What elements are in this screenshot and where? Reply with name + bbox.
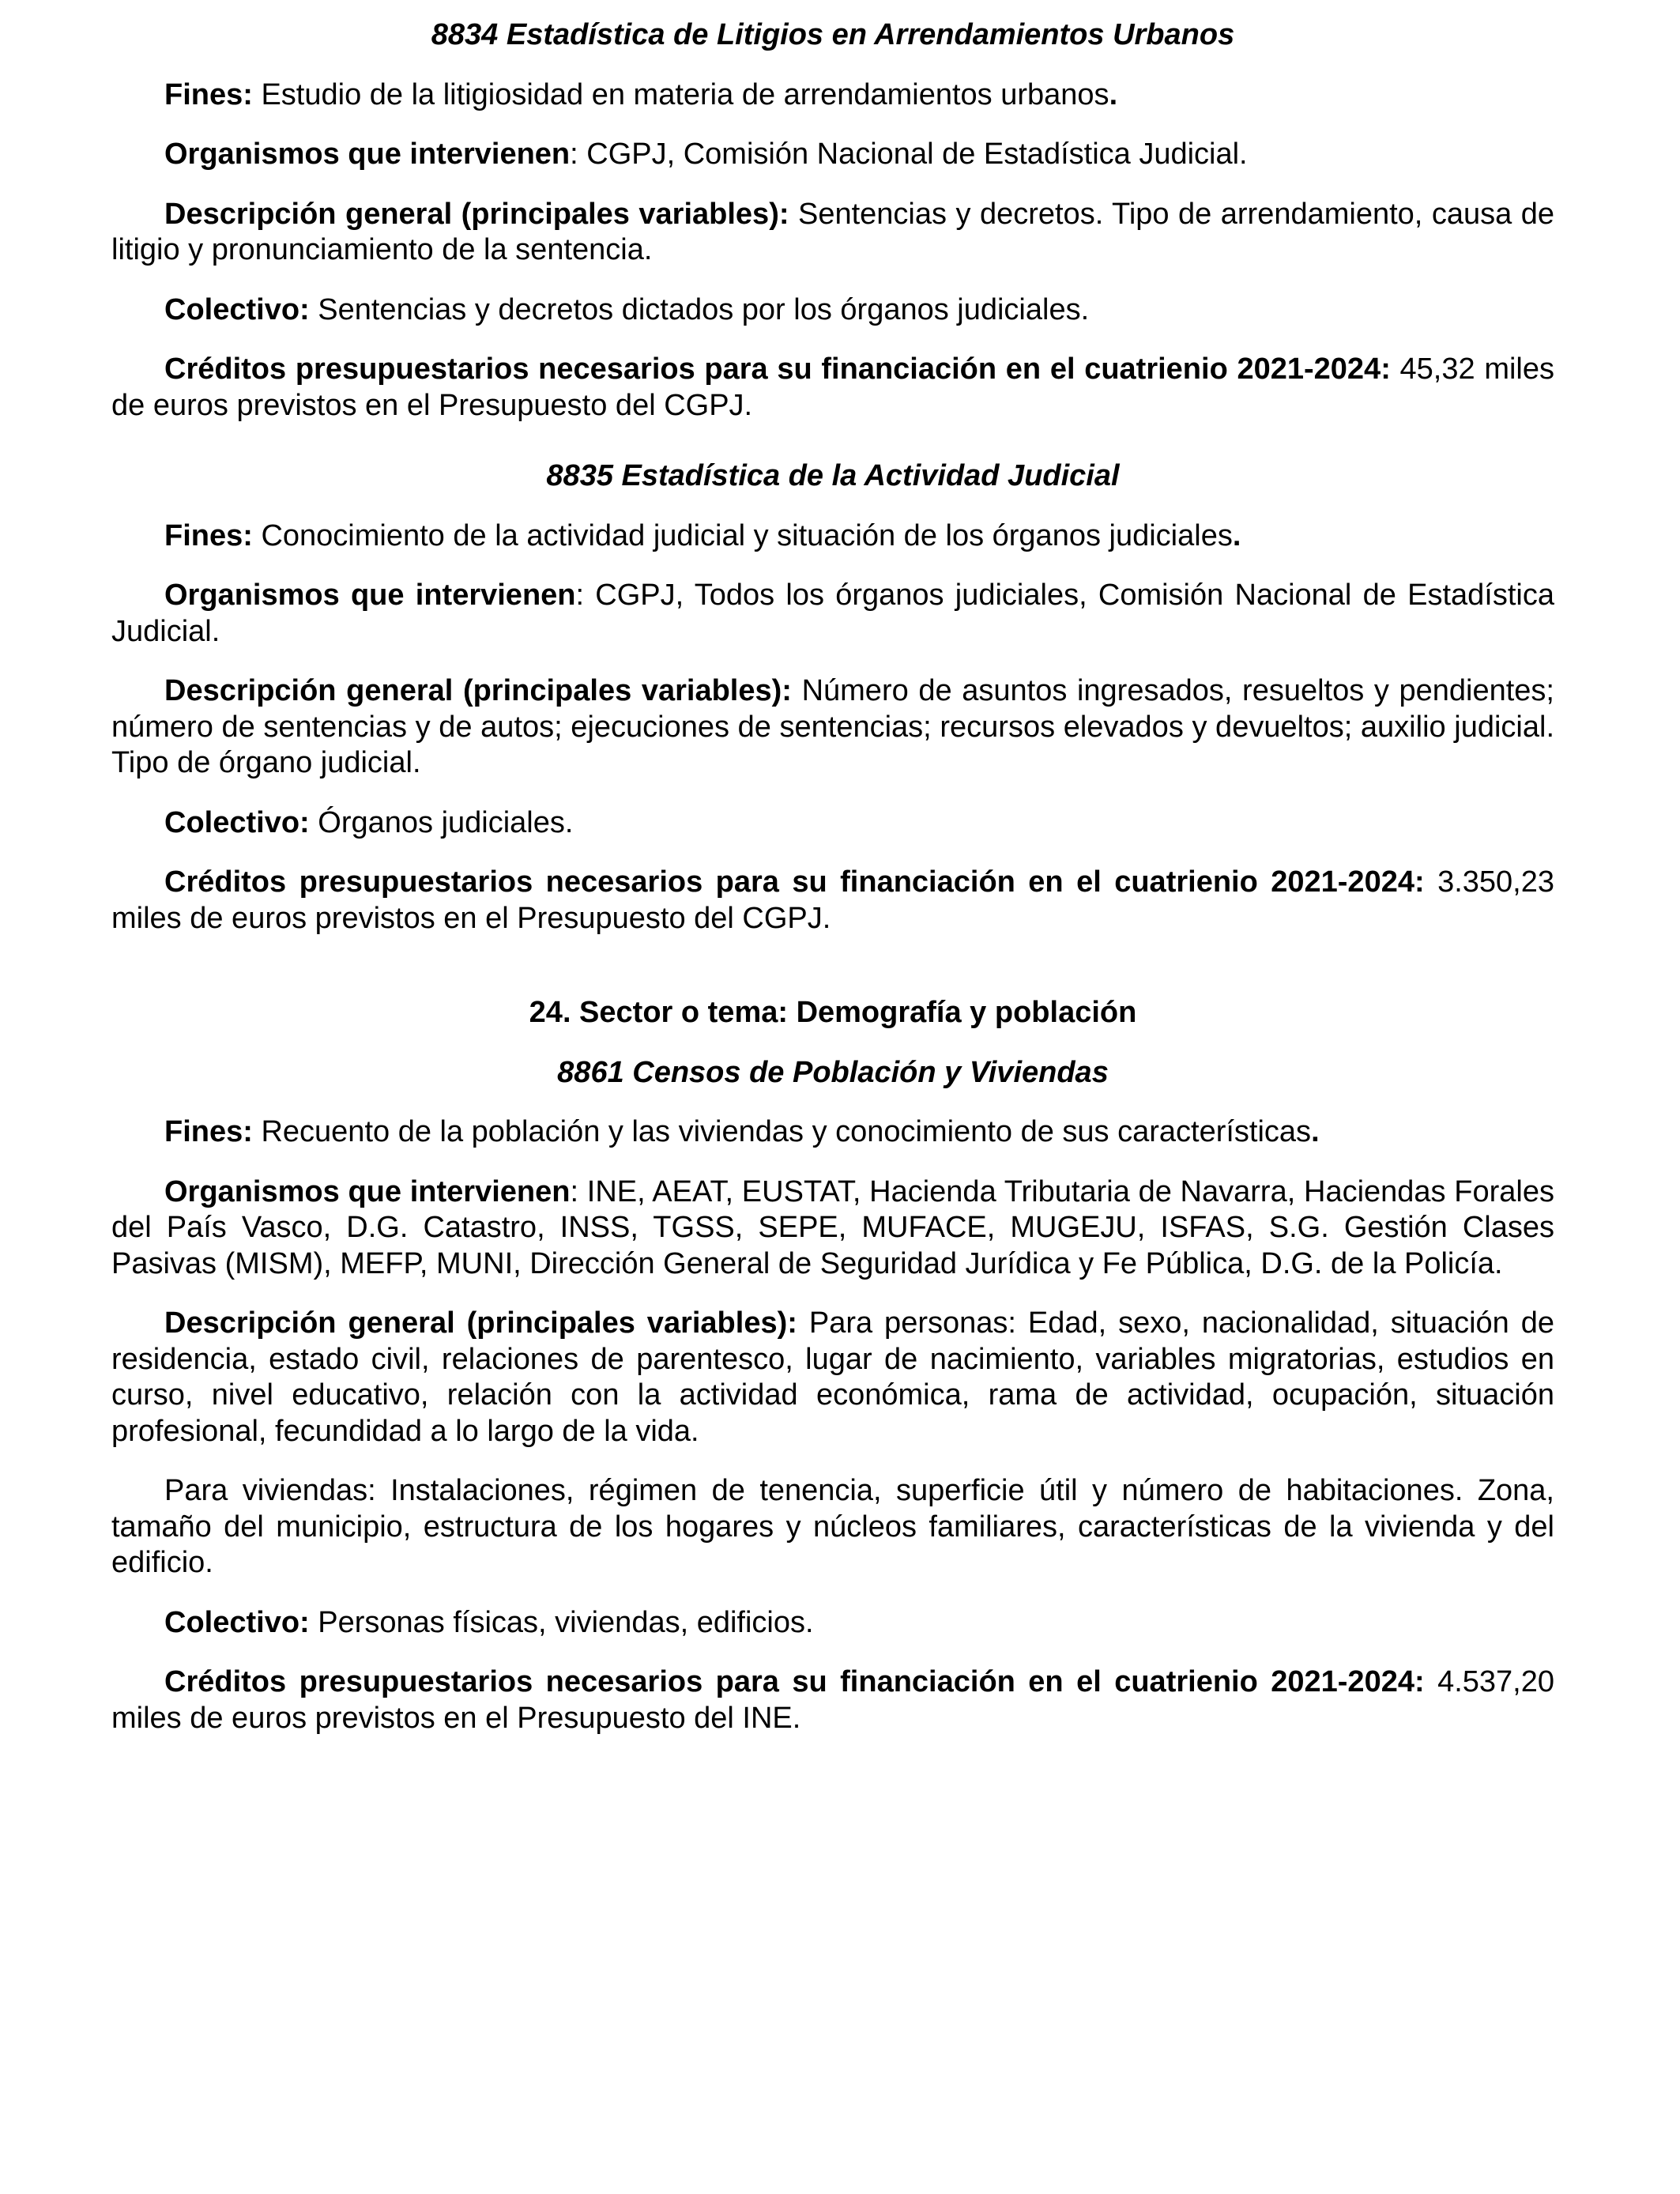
creditos-label: Créditos presupuestarios necesarios para su financiación en el cuatrienio 2021-2024: [164,1665,1425,1698]
organismos-text: : CGPJ, Todos los órganos judiciales, Comisión Nacional de Estadística Judicial. [111,579,1554,648]
fines-paragraph [111,1114,1554,1151]
descripcion-text: Número de asuntos ingresados, resueltos y pendientes; número de sentencias y de autos; ejecuciones de sentencias; recursos elevados y devueltos; auxilio judicial. Tipo de órgano judicial. [111,674,1554,779]
creditos-text: 45,32 miles de euros previstos en el Presupuesto del CGPJ. [111,352,1554,422]
colectivo-text: Personas físicas, viviendas, edificios. [309,1605,814,1639]
section-8861 [111,1055,1554,1737]
sector-24 [111,995,1554,1736]
organismos-text: : CGPJ, Comisión Nacional de Estadística Judicial. [570,138,1248,171]
organismos-paragraph [111,578,1554,650]
section-8834 [111,17,1554,424]
fines-label: Fines: [164,518,253,552]
viviendas-paragraph: Para viviendas: Instalaciones, régimen de tenencia, superficie útil y número de habitaciones. Zona, tamaño del municipio, estructura de los hogares y núcleos familiares, características de la vivienda y del edificio. [111,1474,1554,1579]
colectivo-text: Sentencias y decretos dictados por los órganos judiciales. [309,292,1090,326]
organismos-label: Organismos que intervienen [164,138,571,171]
fines-paragraph [111,77,1554,114]
sector-heading: 24. Sector o tema: Demografía y población [529,996,1137,1029]
descripcion-label: Descripción general (principales variables): [164,674,792,707]
creditos-text: 3.350,23 miles de euros previstos en el Presupuesto del CGPJ. [111,865,1554,935]
organismos-paragraph [111,137,1554,173]
descripcion-label: Descripción general (principales variables): [164,1306,797,1340]
colectivo-text: Órganos judiciales. [309,805,574,839]
colectivo-label: Colectivo: [164,292,310,326]
creditos-paragraph [111,1664,1554,1736]
fines-end: . [1109,77,1118,111]
descripcion-paragraph [111,673,1554,782]
section-8835 [111,458,1554,937]
section-title: 8835 Estadística de la Actividad Judicial [546,459,1120,492]
descripcion-paragraph [111,1306,1554,1449]
fines-text: Conocimiento de la actividad judicial y situación de los órganos judiciales [252,518,1233,552]
spacer [111,960,1554,995]
colectivo-paragraph [111,1605,1554,1642]
fines-text: Recuento de la población y las viviendas y conocimiento de sus características [252,1115,1312,1148]
organismos-label: Organismos que intervienen [164,579,576,612]
fines-label: Fines: [164,1115,253,1148]
fines-label: Fines: [164,77,253,111]
section-title: 8834 Estadística de Litigios en Arrendamientos Urbanos [431,18,1235,51]
descripcion-label: Descripción general (principales variables): [164,197,789,231]
fines-end: . [1232,518,1241,552]
organismos-text: : INE, AEAT, EUSTAT, Hacienda Tributaria de Navarra, Haciendas Forales del País Vasco, D.G. Catastro, INSS, TGSS, SEPE, MUFACE, MUGEJU, ISFAS, S.G. Gestión Clases Pasivas (MISM), MEFP, MUNI, Dirección General de Seguridad Jurídica y Fe Pública, D.G. de la Policía. [111,1174,1554,1280]
organismos-paragraph [111,1174,1554,1283]
colectivo-paragraph [111,292,1554,329]
descripcion-paragraph [111,197,1554,269]
fines-paragraph [111,518,1554,555]
creditos-paragraph [111,865,1554,937]
organismos-label: Organismos que intervienen [164,1174,571,1208]
colectivo-label: Colectivo: [164,1605,310,1639]
creditos-label: Créditos presupuestarios necesarios para su financiación en el cuatrienio 2021-2024: [164,865,1425,899]
colectivo-label: Colectivo: [164,805,310,839]
fines-end: . [1311,1115,1320,1148]
fines-text: Estudio de la litigiosidad en materia de arrendamientos urbanos [252,77,1109,111]
document-page [111,17,1554,1760]
spacer [111,447,1554,458]
colectivo-paragraph [111,805,1554,842]
descripcion-text: Para personas: Edad, sexo, nacionalidad, situación de residencia, estado civil, relaciones de parentesco, lugar de nacimiento, variables migratorias, estudios en curso, nivel educativo, relación con la actividad económica, rama de actividad, ocupación, situación profesional, fecundidad a lo largo de la vida. [111,1306,1554,1448]
section-title: 8861 Censos de Población y Viviendas [557,1055,1109,1089]
creditos-paragraph [111,352,1554,424]
descripcion-text: Sentencias y decretos. Tipo de arrendamiento, causa de litigio y pronunciamiento de la sentencia. [111,197,1554,266]
creditos-label: Créditos presupuestarios necesarios para su financiación en el cuatrienio 2021-2024: [164,352,1391,386]
creditos-text: 4.537,20 miles de euros previstos en el Presupuesto del INE. [111,1665,1554,1735]
